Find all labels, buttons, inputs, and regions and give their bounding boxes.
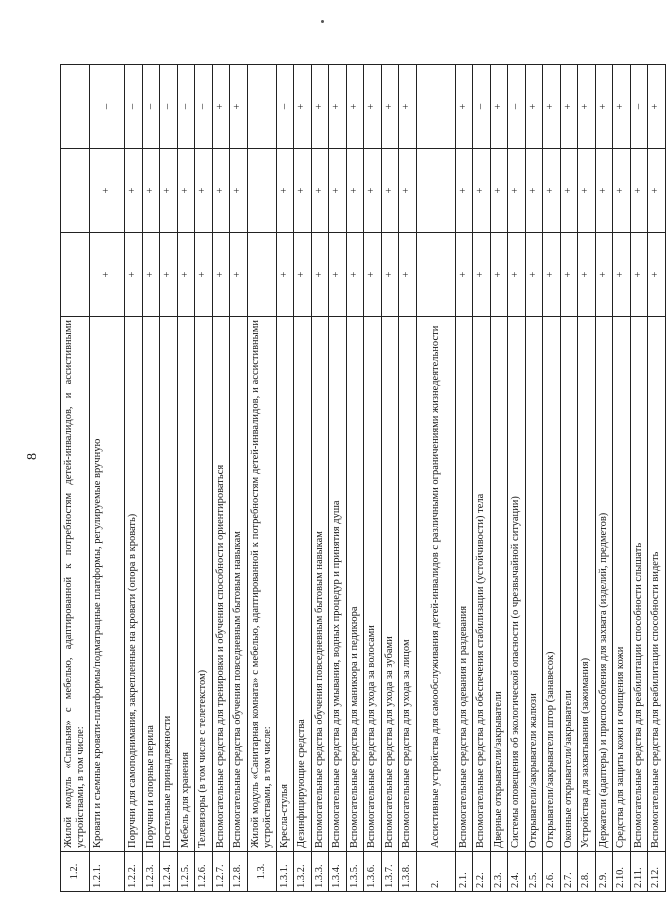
table-row bbox=[346, 65, 364, 892]
mark-column-3: – bbox=[177, 65, 195, 149]
mark-column-3 bbox=[247, 65, 276, 149]
row-name: Вспомогательные средства для тренировки и обучения способности ориентироваться bbox=[212, 317, 230, 852]
equipment-table bbox=[60, 64, 666, 892]
mark-column-2: + bbox=[276, 149, 294, 233]
mark-column-3: + bbox=[329, 65, 347, 149]
table-row bbox=[276, 65, 294, 892]
mark-column-1 bbox=[247, 233, 276, 317]
row-name: Вспомогательные средства для маникюра и педикюра bbox=[346, 317, 364, 852]
mark-column-3: + bbox=[381, 65, 399, 149]
row-number: 2.11. bbox=[630, 852, 648, 892]
row-name: Мебель для хранения bbox=[177, 317, 195, 852]
row-name: Вспомогательные средства для обеспечения стабилизации (устойчивости) тела bbox=[473, 317, 491, 852]
row-number: 1.3.3. bbox=[311, 852, 329, 892]
row-name: Ассистивные устройства для самообслуживания детей-инвалидов с различными ограничениями жизнедеятельности bbox=[416, 317, 455, 852]
table-row bbox=[578, 65, 596, 892]
table-row bbox=[630, 65, 648, 892]
mark-column-3: + bbox=[455, 65, 473, 149]
mark-column-2: + bbox=[125, 149, 143, 233]
table-row bbox=[160, 65, 178, 892]
row-number: 2.8. bbox=[578, 852, 596, 892]
table-row bbox=[381, 65, 399, 892]
mark-column-3: + bbox=[294, 65, 312, 149]
row-name: Средства для защиты кожи и очищения кожи bbox=[613, 317, 631, 852]
row-number: 1.2.5. bbox=[177, 852, 195, 892]
mark-column-3: + bbox=[230, 65, 248, 149]
row-name: Вспомогательные средства для одевания и раздевания bbox=[455, 317, 473, 852]
mark-column-1: + bbox=[560, 233, 578, 317]
mark-column-2: + bbox=[294, 149, 312, 233]
row-number: 1.3. bbox=[247, 852, 276, 892]
mark-column-3: + bbox=[490, 65, 508, 149]
mark-column-1: + bbox=[212, 233, 230, 317]
row-name: Жилой модуль «Санитарная комната» с мебелью, адаптированной к потребностям детей-инвалидов, и ассистивными устройствами, в том числе: bbox=[247, 317, 276, 852]
mark-column-1: + bbox=[125, 233, 143, 317]
scan-speck bbox=[321, 20, 324, 23]
mark-column-2: + bbox=[490, 149, 508, 233]
mark-column-1 bbox=[416, 233, 455, 317]
mark-column-3: – bbox=[630, 65, 648, 149]
mark-column-2: + bbox=[177, 149, 195, 233]
row-number: 1.2.3. bbox=[142, 852, 160, 892]
mark-column-1: + bbox=[508, 233, 526, 317]
table-row bbox=[455, 65, 473, 892]
row-number: 1.3.4. bbox=[329, 852, 347, 892]
row-number: 2. bbox=[416, 852, 455, 892]
mark-column-2: + bbox=[595, 149, 613, 233]
mark-column-3 bbox=[416, 65, 455, 149]
mark-column-1: + bbox=[613, 233, 631, 317]
table-row bbox=[195, 65, 213, 892]
row-number: 2.4. bbox=[508, 852, 526, 892]
row-number: 1.3.7. bbox=[381, 852, 399, 892]
mark-column-2: + bbox=[399, 149, 417, 233]
table-row bbox=[142, 65, 160, 892]
mark-column-1: + bbox=[160, 233, 178, 317]
table-body bbox=[61, 65, 666, 892]
mark-column-3 bbox=[61, 65, 90, 149]
table-row bbox=[247, 65, 276, 892]
mark-column-1: + bbox=[364, 233, 382, 317]
rotated-table-container bbox=[60, 65, 662, 892]
mark-column-1: + bbox=[595, 233, 613, 317]
row-number: 1.3.6. bbox=[364, 852, 382, 892]
table-row bbox=[490, 65, 508, 892]
mark-column-3: + bbox=[648, 65, 666, 149]
table-row bbox=[329, 65, 347, 892]
mark-column-1: + bbox=[294, 233, 312, 317]
row-number: 1.3.2. bbox=[294, 852, 312, 892]
mark-column-2: + bbox=[311, 149, 329, 233]
mark-column-3: + bbox=[525, 65, 543, 149]
mark-column-2: + bbox=[648, 149, 666, 233]
mark-column-3: – bbox=[195, 65, 213, 149]
mark-column-1: + bbox=[473, 233, 491, 317]
mark-column-3: + bbox=[578, 65, 596, 149]
row-number: 1.2. bbox=[61, 852, 90, 892]
mark-column-3: – bbox=[125, 65, 143, 149]
mark-column-2: + bbox=[508, 149, 526, 233]
table-row bbox=[648, 65, 666, 892]
row-number: 1.2.1. bbox=[90, 852, 125, 892]
mark-column-2: + bbox=[329, 149, 347, 233]
mark-column-1: + bbox=[329, 233, 347, 317]
row-name: Телевизоры (в том числе с телетекстом) bbox=[195, 317, 213, 852]
mark-column-3: + bbox=[560, 65, 578, 149]
mark-column-3: + bbox=[364, 65, 382, 149]
mark-column-1: + bbox=[346, 233, 364, 317]
row-name: Поручни и опорные перила bbox=[142, 317, 160, 852]
mark-column-2: + bbox=[613, 149, 631, 233]
row-name: Вспомогательные средства для ухода за волосами bbox=[364, 317, 382, 852]
mark-column-2: + bbox=[212, 149, 230, 233]
row-name: Вспомогательные средства обучения повседневным бытовым навыкам bbox=[230, 317, 248, 852]
table-row bbox=[525, 65, 543, 892]
row-number: 1.3.5. bbox=[346, 852, 364, 892]
mark-column-2: + bbox=[230, 149, 248, 233]
table-row bbox=[212, 65, 230, 892]
mark-column-2: + bbox=[455, 149, 473, 233]
mark-column-2: + bbox=[142, 149, 160, 233]
row-name: Вспомогательные средства для ухода за лицом bbox=[399, 317, 417, 852]
mark-column-2 bbox=[61, 149, 90, 233]
mark-column-1: + bbox=[276, 233, 294, 317]
mark-column-1: + bbox=[490, 233, 508, 317]
mark-column-1: + bbox=[230, 233, 248, 317]
row-name: Вспомогательные средства для умывания, водных процедур и принятия душа bbox=[329, 317, 347, 852]
row-number: 2.1. bbox=[455, 852, 473, 892]
page-number-text: 8 bbox=[25, 453, 40, 460]
row-name: Держатели (адаптеры) и приспособления для захвата (изделий, предметов) bbox=[595, 317, 613, 852]
row-name: Открыватели/закрыватели жалюзи bbox=[525, 317, 543, 852]
mark-column-2: + bbox=[381, 149, 399, 233]
mark-column-3: – bbox=[473, 65, 491, 149]
mark-column-2: + bbox=[473, 149, 491, 233]
row-name: Оконные открыватели/закрыватели bbox=[560, 317, 578, 852]
row-name: Дверные открыватели/закрыватели bbox=[490, 317, 508, 852]
mark-column-1: + bbox=[195, 233, 213, 317]
row-name: Вспомогательные средства для реабилитации способности видеть bbox=[648, 317, 666, 852]
mark-column-3: + bbox=[595, 65, 613, 149]
row-number: 2.7. bbox=[560, 852, 578, 892]
row-name: Устройства для захватывания (зажимания) bbox=[578, 317, 596, 852]
mark-column-1: + bbox=[578, 233, 596, 317]
row-name: Жилой модуль «Спальня» с мебелью, адаптированной к потребностям детей-инвалидов, и ассистивными устройствами, в том числе: bbox=[61, 317, 90, 852]
mark-column-2: + bbox=[525, 149, 543, 233]
mark-column-2: + bbox=[90, 149, 125, 233]
row-name: Открыватели/закрыватели штор (занавесок) bbox=[543, 317, 561, 852]
row-number: 1.2.2. bbox=[125, 852, 143, 892]
table-row bbox=[90, 65, 125, 892]
table-row bbox=[399, 65, 417, 892]
mark-column-1: + bbox=[399, 233, 417, 317]
row-number: 2.12. bbox=[648, 852, 666, 892]
table-row bbox=[230, 65, 248, 892]
mark-column-1: + bbox=[648, 233, 666, 317]
table-row bbox=[61, 65, 90, 892]
mark-column-3: – bbox=[508, 65, 526, 149]
mark-column-1: + bbox=[455, 233, 473, 317]
row-name: Вспомогательные средства обучения повседневным бытовым навыкам bbox=[311, 317, 329, 852]
row-number: 1.2.4. bbox=[160, 852, 178, 892]
mark-column-3: – bbox=[276, 65, 294, 149]
row-number: 2.5. bbox=[525, 852, 543, 892]
mark-column-2: + bbox=[578, 149, 596, 233]
mark-column-1: + bbox=[177, 233, 195, 317]
row-number: 2.9. bbox=[595, 852, 613, 892]
row-number: 2.10. bbox=[613, 852, 631, 892]
mark-column-3: + bbox=[346, 65, 364, 149]
row-number: 1.2.7. bbox=[212, 852, 230, 892]
mark-column-1: + bbox=[525, 233, 543, 317]
mark-column-2 bbox=[416, 149, 455, 233]
mark-column-2: + bbox=[364, 149, 382, 233]
table-row bbox=[595, 65, 613, 892]
mark-column-1: + bbox=[630, 233, 648, 317]
table-row bbox=[473, 65, 491, 892]
mark-column-3: + bbox=[613, 65, 631, 149]
row-number: 1.2.6. bbox=[195, 852, 213, 892]
table-row bbox=[294, 65, 312, 892]
row-number: 2.6. bbox=[543, 852, 561, 892]
table-row bbox=[416, 65, 455, 892]
mark-column-3: + bbox=[311, 65, 329, 149]
row-name: Кровати и съемные кровати-платформы/подматрацные платформы, регулируемые вручную bbox=[90, 317, 125, 852]
table-row bbox=[177, 65, 195, 892]
table-row bbox=[543, 65, 561, 892]
mark-column-2: + bbox=[543, 149, 561, 233]
mark-column-3: + bbox=[212, 65, 230, 149]
row-name: Кресла-стулья bbox=[276, 317, 294, 852]
row-name: Поручни для самоподнимания, закрепленные на кровати (опора в кровать) bbox=[125, 317, 143, 852]
row-name: Дезинфицирующие средства bbox=[294, 317, 312, 852]
table-row bbox=[508, 65, 526, 892]
row-name: Вспомогательные средства для реабилитации способности слышать bbox=[630, 317, 648, 852]
mark-column-2 bbox=[247, 149, 276, 233]
table-row bbox=[560, 65, 578, 892]
mark-column-2: + bbox=[195, 149, 213, 233]
mark-column-1: + bbox=[142, 233, 160, 317]
mark-column-2: + bbox=[160, 149, 178, 233]
mark-column-1: + bbox=[381, 233, 399, 317]
mark-column-2: + bbox=[346, 149, 364, 233]
row-name: Системы оповещения об экологической опасности (о чрезвычайной ситуации) bbox=[508, 317, 526, 852]
mark-column-2: + bbox=[560, 149, 578, 233]
table-row bbox=[364, 65, 382, 892]
mark-column-1: + bbox=[543, 233, 561, 317]
row-number: 2.3. bbox=[490, 852, 508, 892]
mark-column-3: – bbox=[90, 65, 125, 149]
mark-column-1 bbox=[61, 233, 90, 317]
row-number: 2.2. bbox=[473, 852, 491, 892]
row-name: Вспомогательные средства для ухода за зубами bbox=[381, 317, 399, 852]
row-number: 1.2.8. bbox=[230, 852, 248, 892]
table-row bbox=[311, 65, 329, 892]
mark-column-1: + bbox=[90, 233, 125, 317]
mark-column-3: + bbox=[543, 65, 561, 149]
mark-column-3: – bbox=[160, 65, 178, 149]
table-row bbox=[613, 65, 631, 892]
table-row bbox=[125, 65, 143, 892]
mark-column-1: + bbox=[311, 233, 329, 317]
row-number: 1.3.8. bbox=[399, 852, 417, 892]
mark-column-3: – bbox=[142, 65, 160, 149]
row-number: 1.3.1. bbox=[276, 852, 294, 892]
mark-column-3: + bbox=[399, 65, 417, 149]
mark-column-2: + bbox=[630, 149, 648, 233]
row-name: Постельные принадлежности bbox=[160, 317, 178, 852]
